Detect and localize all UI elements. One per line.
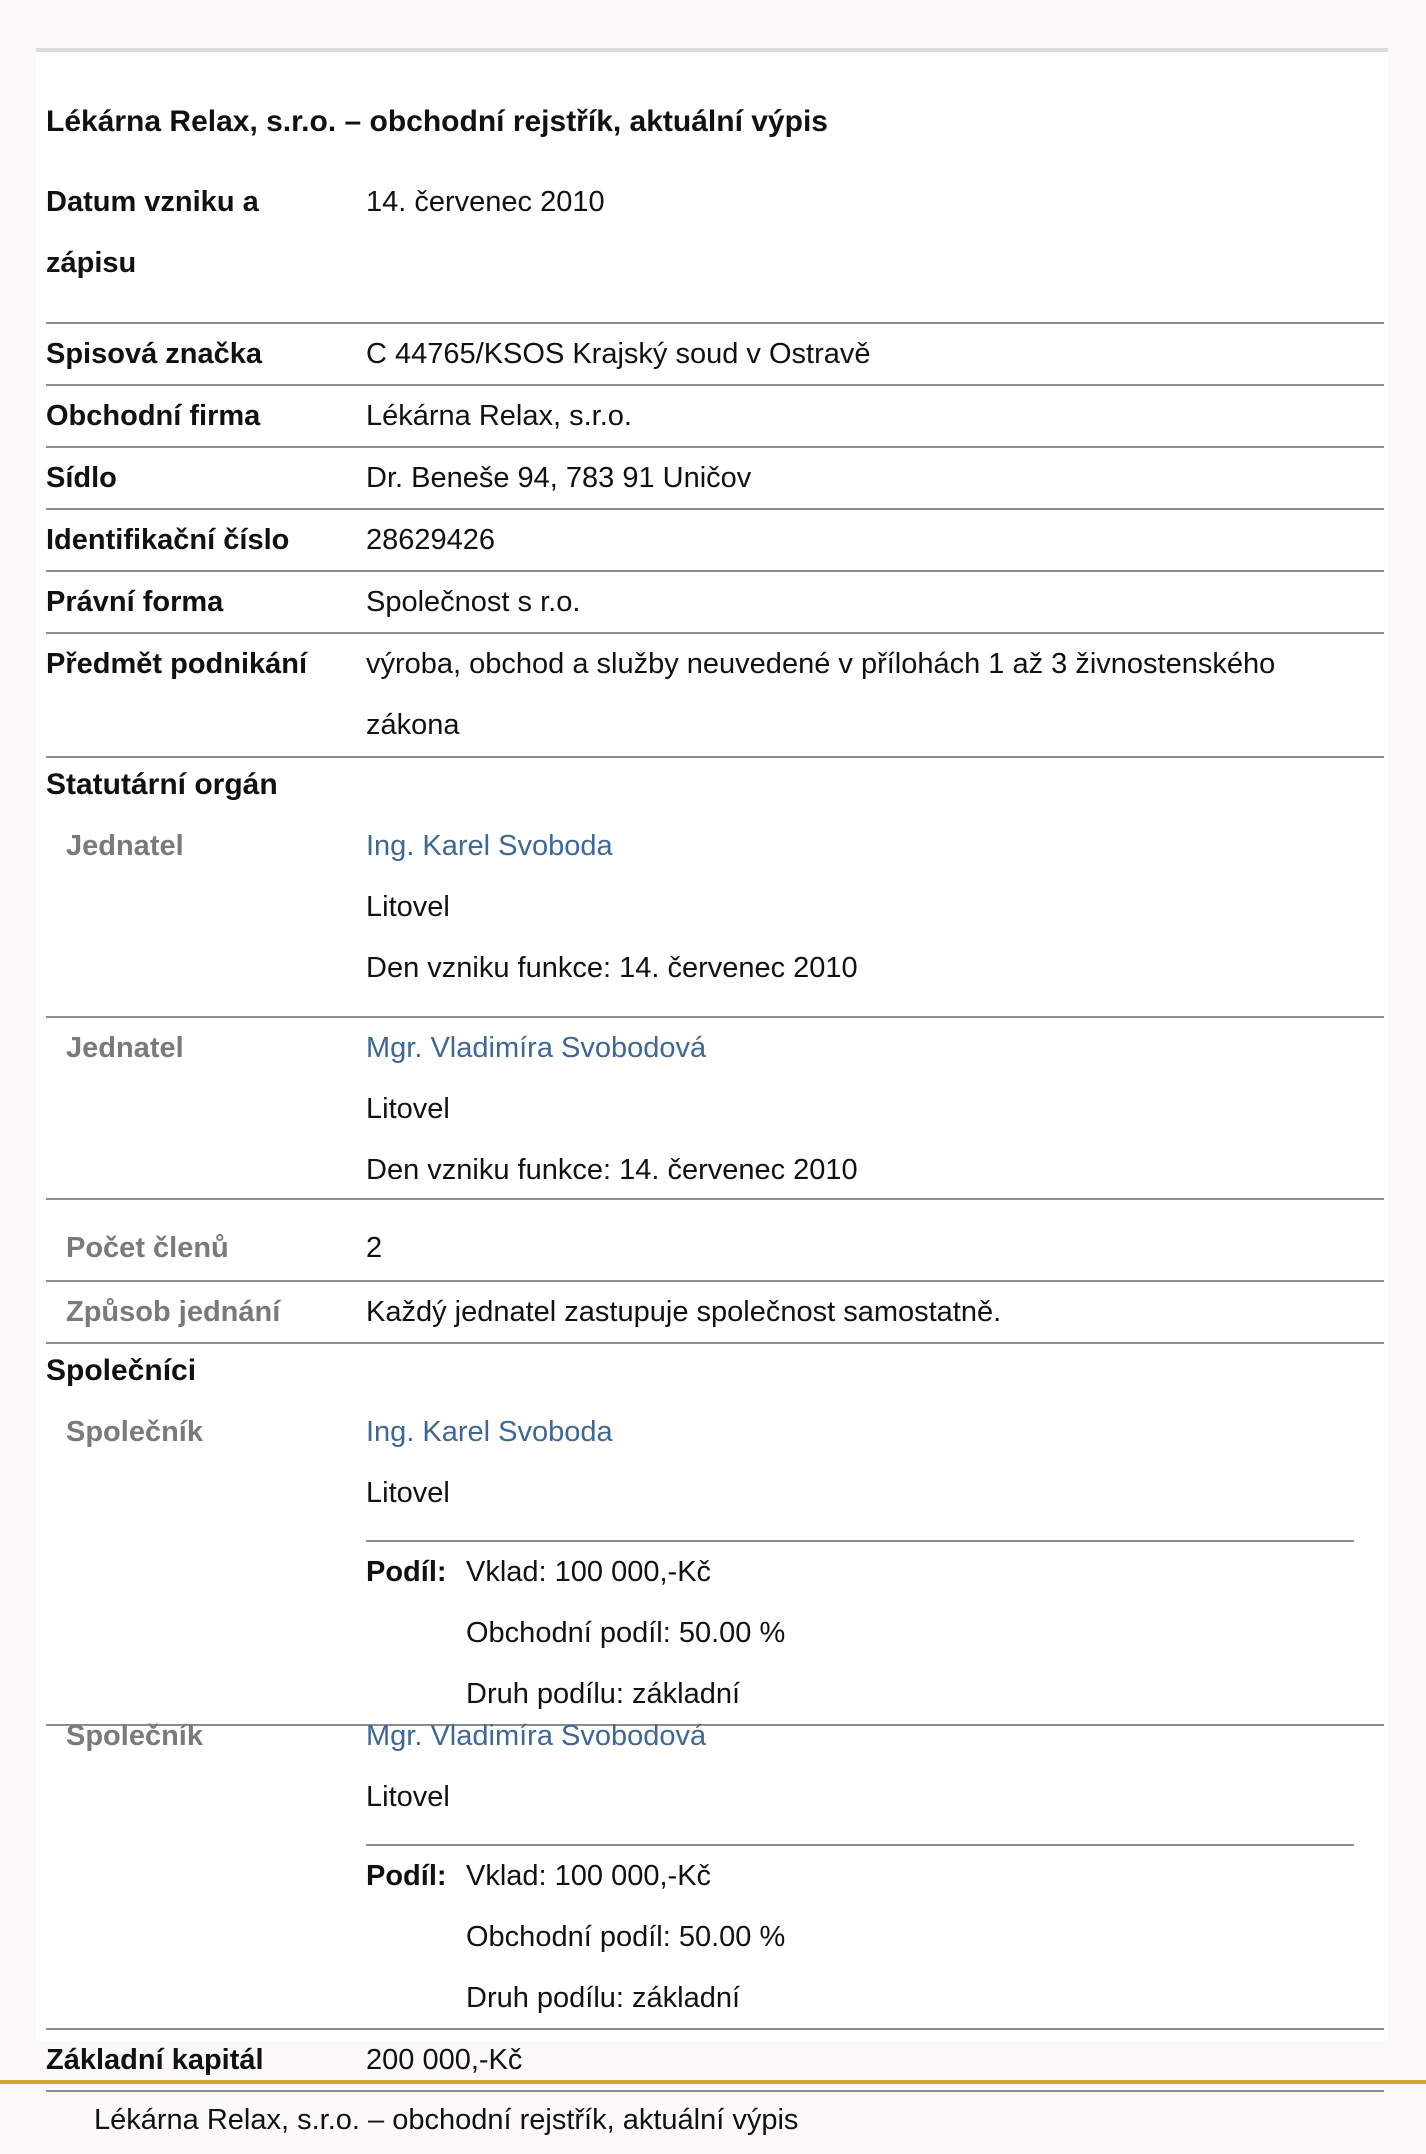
- predmet-value-line-2: zákona: [366, 709, 460, 741]
- druh-podilu-value: Druh podílu: základní: [466, 1678, 741, 1710]
- spolecnik-row: [46, 1402, 1384, 1726]
- obchodni-podil-value: Obchodní podíl: 50.00 %: [466, 1921, 786, 1953]
- jednatel-city: Litovel: [366, 1093, 450, 1125]
- predmet-value-line-1: výroba, obchod a služby neuvedené v přílohách 1 až 3 živnostenského: [366, 648, 1276, 680]
- row-pravni-forma: [46, 572, 1384, 634]
- podil-block: [366, 1844, 1354, 2014]
- jednatel-details: [366, 816, 858, 999]
- spolecnik-city: Litovel: [366, 1781, 450, 1813]
- spolecnik-role: Společník: [66, 1720, 203, 1752]
- datum-value: 14. červenec 2010: [366, 186, 605, 218]
- footer-title: Lékárna Relax, s.r.o. – obchodní rejstřík, aktuální výpis: [94, 2104, 799, 2136]
- row-spisova-znacka: [46, 324, 1384, 386]
- footer: [0, 2080, 1426, 2154]
- spisova-value: C 44765/KSOS Krajský soud v Ostravě: [366, 338, 871, 370]
- sidlo-value: Dr. Beneše 94, 783 91 Uničov: [366, 462, 752, 494]
- druh-podilu-value: Druh podílu: základní: [466, 1982, 741, 2014]
- jednatel-role: Jednatel: [66, 830, 184, 862]
- jednatel-row: [46, 816, 1384, 1018]
- jednatel-name-link[interactable]: Mgr. Vladimíra Svobodová: [366, 1032, 707, 1064]
- spolecnik-name-link[interactable]: Mgr. Vladimíra Svobodová: [366, 1720, 707, 1752]
- spolecnik-city: Litovel: [366, 1477, 450, 1509]
- podil-values: [466, 1846, 785, 2029]
- statutarni-heading: Statutární orgán: [46, 768, 278, 801]
- podil-label: Podíl:: [366, 1556, 447, 1588]
- row-pocet-clenu: [46, 1200, 1384, 1282]
- row-predmet-podnikani: [46, 634, 1384, 758]
- predmet-value: [366, 634, 1275, 756]
- row-zpusob-jednani: [46, 1282, 1384, 1344]
- spolecnik-role: Společník: [66, 1416, 203, 1448]
- forma-label: Právní forma: [46, 586, 224, 618]
- podil-label: Podíl:: [366, 1860, 447, 1892]
- jednatel-since: Den vzniku funkce: 14. červenec 2010: [366, 952, 858, 984]
- row-obchodni-firma: [46, 386, 1384, 448]
- jednatel-since: Den vzniku funkce: 14. červenec 2010: [366, 1154, 858, 1186]
- vklad-value: Vklad: 100 000,-Kč: [466, 1556, 712, 1588]
- predmet-label: Předmět podnikání: [46, 648, 308, 680]
- sidlo-label: Sídlo: [46, 462, 117, 494]
- ico-label: Identifikační číslo: [46, 524, 290, 556]
- spolecnik-row: [46, 1706, 1384, 2030]
- jednatel-city: Litovel: [366, 891, 450, 923]
- spolecnici-heading: Společníci: [46, 1354, 197, 1387]
- page-title: Lékárna Relax, s.r.o. – obchodní rejstřík, aktuální výpis: [46, 105, 828, 138]
- ico-value: 28629426: [366, 524, 496, 556]
- kapital-label: Základní kapitál: [46, 2044, 264, 2076]
- register-card: [36, 48, 1388, 2076]
- spolecnik-name-link[interactable]: Ing. Karel Svoboda: [366, 1416, 613, 1448]
- row-datum-vzniku: [46, 172, 1384, 324]
- row-ico: [46, 510, 1384, 572]
- jednatel-row: [46, 1018, 1384, 1200]
- podil-block: [366, 1540, 1354, 1710]
- datum-label: Datum vzniku a zápisu: [46, 186, 259, 279]
- firma-label: Obchodní firma: [46, 400, 261, 432]
- spolecnik-details: [366, 1402, 613, 1524]
- vklad-value: Vklad: 100 000,-Kč: [466, 1860, 712, 1892]
- firma-value: Lékárna Relax, s.r.o.: [366, 400, 632, 432]
- zpusob-value: Každý jednatel zastupuje společnost samostatně.: [366, 1296, 1002, 1328]
- pocet-label: Počet členů: [66, 1232, 229, 1264]
- jednatel-role: Jednatel: [66, 1032, 184, 1064]
- jednatel-name-link[interactable]: Ing. Karel Svoboda: [366, 830, 613, 862]
- forma-value: Společnost s r.o.: [366, 586, 581, 618]
- row-sidlo: [46, 448, 1384, 510]
- zpusob-label: Způsob jednání: [66, 1296, 281, 1328]
- kapital-value: 200 000,-Kč: [366, 2044, 523, 2076]
- spolecnik-details: [366, 1706, 706, 1828]
- pocet-value: 2: [366, 1232, 383, 1264]
- podil-values: [466, 1542, 785, 1725]
- jednatel-details: [366, 1018, 858, 1201]
- obchodni-podil-value: Obchodní podíl: 50.00 %: [466, 1617, 786, 1649]
- spisova-label: Spisová značka: [46, 338, 262, 370]
